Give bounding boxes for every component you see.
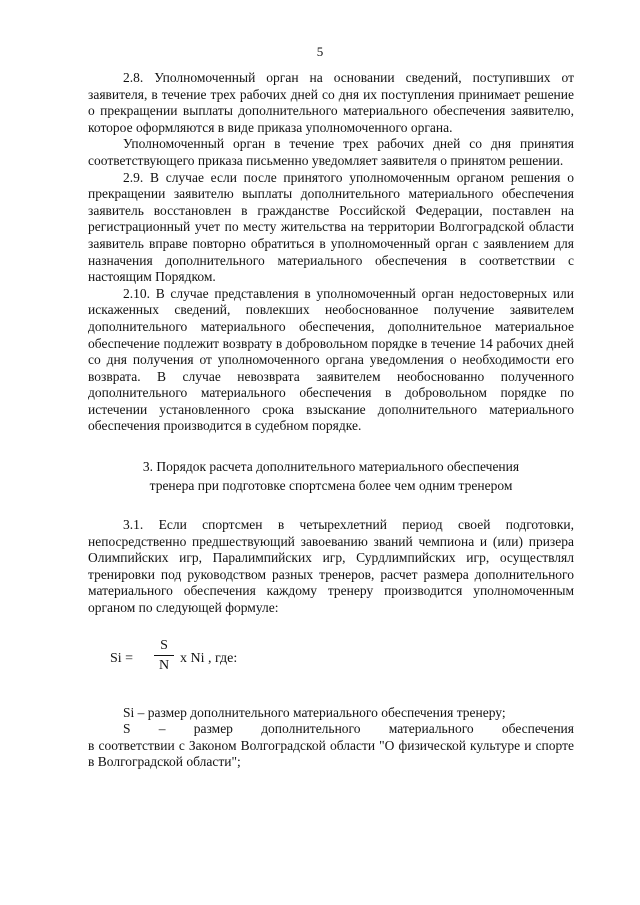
definition-s-continuation: в соответствии с Законом Волгоградской области "О физической культуре и спорте в Волгоградской области"; (88, 737, 574, 770)
formula-numerator: S (160, 637, 168, 653)
section-3-heading-line1: 3. Порядок расчета дополнительного материального обеспечения (142, 459, 520, 475)
page-number: 5 (316, 44, 324, 59)
section-3-heading-line2: тренера при подготовке спортсмена более чем одним тренером (149, 478, 513, 494)
paragraph-2-8-notice: Уполномоченный орган в течение трех рабочих дней со дня принятия соответствующего приказа письменно уведомляет заявителя о принятом решении. (88, 136, 574, 168)
paragraph-2-8: 2.8. Уполномоченный орган на основании сведений, поступивших от заявителя, в течение трех рабочих дней со дня их поступления принимает решение о прекращении выплаты дополнительного материального обеспечения заявителю, которое оформляются в виде приказа уполномоченного органа. (88, 70, 574, 135)
section-3-heading (88, 457, 574, 495)
formula-denominator: N (158, 657, 170, 673)
definition-s-dash: – (158, 721, 166, 737)
definition-s-word: размер (193, 721, 233, 737)
document-body (88, 70, 574, 771)
paragraph-2-9: 2.9. В случае если после принятого уполномоченным органом решения о прекращении заявителю выплаты дополнительного материального обеспечения заявитель восстановлен в гражданстве Российской Федерации, поставлен на регистрационный учет по месту жительства на территории Волгоградской области заявитель вправе повторно обратиться в уполномоченный орган с заявлением для назначения дополнительного материального обеспечения в соответствии с настоящим Порядком. (88, 169, 574, 285)
paragraph-2-10: 2.10. В случае представления в уполномоченный орган недостоверных или искаженных сведений, повлекших необоснованное получение заявителем дополнительного материального обеспечения, дополнительное материальное обеспечение подлежит возврату в добровольном порядке в течение 14 рабочих дней со дня получения от уполномоченного органа уведомления о необходимости его возврата. В случае невозврата заявителем необоснованно полученного дополнительного материального обеспечения в добровольном порядке по истечении установленного срока взыскание дополнительного материального обеспечения производится в судебном порядке. (88, 285, 574, 434)
formula (110, 637, 574, 681)
fraction-bar (154, 655, 174, 656)
definition-s-word: S (123, 721, 131, 737)
definition-s-line (88, 721, 574, 738)
definition-s-word: обеспечения (501, 721, 574, 737)
definition-s-word: материального (388, 721, 474, 737)
formula-lhs: Si = (110, 650, 134, 666)
formula-fraction (154, 637, 174, 674)
definition-s-word: дополнительного (261, 721, 361, 737)
paragraph-3-1: 3.1. Если спортсмен в четырехлетний период своей подготовки, непосредственно предшествующий завоеванию званий чемпиона и (или) призера Олимпийских игр, Паралимпийских игр, Сурдлимпийских игр, осуществлял тренировки под руководством разных тренеров, расчет размера дополнительного материального обеспечения каждому тренеру производится уполномоченным органом по следующей формуле: (88, 517, 574, 616)
formula-rhs: x Ni , где: (180, 650, 238, 666)
definition-si: Si – размер дополнительного материального обеспечения тренеру; (123, 704, 506, 720)
